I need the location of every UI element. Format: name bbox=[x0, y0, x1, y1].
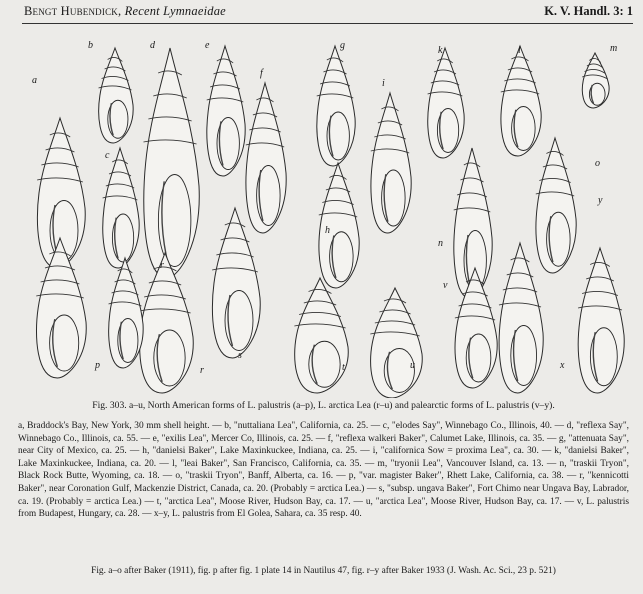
shell-figure-d bbox=[143, 40, 199, 278]
shell-figure-e bbox=[205, 40, 245, 176]
figure-letter-d: d bbox=[150, 40, 155, 51]
shell-outline bbox=[536, 138, 576, 273]
shell-outline bbox=[501, 46, 541, 156]
shell-outline bbox=[109, 258, 143, 368]
header-author: Bengt Hubendick, bbox=[24, 4, 122, 18]
figure-letter-y: y bbox=[598, 195, 603, 206]
shell-outline bbox=[207, 46, 245, 176]
shell-figure-k bbox=[428, 45, 465, 158]
header-rule bbox=[22, 23, 633, 24]
header-title: Recent Lymnaeidae bbox=[124, 4, 226, 18]
shell-figure-u bbox=[370, 288, 422, 398]
header-left bbox=[24, 4, 226, 19]
shell-outline bbox=[428, 48, 464, 158]
shell-figure-m bbox=[582, 43, 617, 108]
figure-letter-m: m bbox=[610, 43, 618, 54]
figure-letter-f: f bbox=[260, 68, 263, 79]
figure-letter-t: t bbox=[342, 362, 345, 373]
figure-letter-e: e bbox=[205, 40, 210, 51]
shell-figure-c bbox=[103, 148, 140, 268]
shell-outline bbox=[140, 253, 194, 393]
shell-figure-plate bbox=[20, 28, 630, 398]
shell-outline bbox=[144, 48, 199, 278]
shell-figure-g bbox=[317, 40, 355, 166]
shell-outline bbox=[371, 93, 411, 233]
shell-outline bbox=[578, 248, 624, 393]
header-journal: K. V. Handl. 3: 1 bbox=[544, 4, 633, 18]
shell-outline bbox=[582, 53, 609, 108]
shell-outline bbox=[99, 48, 133, 143]
figure-letter-s: s bbox=[238, 350, 242, 361]
shell-outline bbox=[246, 83, 286, 233]
figure-letter-i: i bbox=[382, 78, 385, 89]
figure-letter-v: v bbox=[443, 280, 448, 291]
figure-letter-a: a bbox=[32, 75, 37, 86]
figure-letter-g: g bbox=[340, 40, 345, 51]
figure-letter-h: h bbox=[325, 225, 330, 236]
shell-outline bbox=[36, 238, 86, 378]
shell-outline bbox=[317, 46, 355, 166]
shell-outline bbox=[295, 278, 349, 393]
figure-letter-n: n bbox=[438, 238, 443, 249]
figure-letter-x: x bbox=[560, 360, 565, 371]
figure-letter-o: o bbox=[595, 158, 600, 169]
figure-letter-r: r bbox=[200, 365, 204, 376]
shell-outline bbox=[212, 208, 260, 358]
shell-outline bbox=[371, 288, 423, 398]
shell-figure-a bbox=[32, 75, 85, 268]
shell-figure-v bbox=[443, 268, 497, 388]
shell-figure-y bbox=[578, 195, 624, 393]
figure-caption: Fig. 303. a–u, North American forms of L. palustris (a–p), L. arctica Lea (r–u) and palearctic forms of L. palustris (v–y). bbox=[92, 400, 555, 411]
figure-credit: Fig. a–o after Baker (1911), fig. p after fig. 1 plate 14 in Nautilus 47, fig. r–y after Baker 1933 (J. Wash. Ac. Sci., 23 p. 521) bbox=[91, 566, 556, 576]
shell-figure-o bbox=[536, 138, 600, 273]
running-header bbox=[24, 4, 633, 22]
shell-figure-n bbox=[438, 148, 492, 298]
figure-letter-r: r bbox=[160, 260, 164, 271]
figure-letter-k: k bbox=[438, 45, 443, 56]
figure-letter-b: b bbox=[88, 40, 93, 51]
shell-figure-f bbox=[246, 68, 286, 233]
shell-outline bbox=[103, 148, 139, 268]
figure-letter-l: l bbox=[518, 45, 521, 56]
figure-letter-p: p bbox=[95, 360, 100, 371]
shell-figure-l bbox=[501, 45, 541, 156]
shell-outline bbox=[499, 243, 543, 393]
shell-figure-h bbox=[319, 163, 359, 288]
figure-description bbox=[18, 420, 629, 521]
figure-letter-u: u bbox=[410, 360, 415, 371]
shell-figure-s bbox=[212, 208, 260, 361]
shell-figure-i bbox=[371, 78, 411, 233]
shell-figure-b bbox=[88, 40, 133, 143]
shell-figure-r bbox=[139, 253, 204, 393]
figure-letter-c: c bbox=[105, 150, 110, 161]
description-text: a, Braddock's Bay, New York, 30 mm shell height. — b, "nuttaliana Lea", California, ca. 25. — c, "elodes Say", Winnebago Co., Illinois, 40. — d, "reflexa Say", Winnebago Co., Illinois, ca. 55. — e, "exilis Lea", Mercer Co, Illinois, ca. 25. — f, "reflexa walkeri Baker", Calumet Lake, Illinois, ca. 35. — g, "attenuata Say", near City of Mexico, ca. 25. — h, "danielsi Baker", Lake Maxinkuckee, Indiana, ca. 25. — i, "californica Sow = proxima Lea", ca. 30. — k, "danielsi Baker", Lake Maxinkuckee, Indiana, ca. 20. — l, "leai Baker", San Francisco, California, ca. 35. — m, "tryonii Lea", Vancouver Island, ca. 13. — n, "traskii Tryon", Black Rock Butte, Wyoming, ca. 18. — o, "traskii Tryon", Banff, Alberta, ca. 16. — p, "var. magister Baker", Rhett Lake, California, ca. 38. — r, "kennicotti Baker", near Coronation Gulf, Mackenzie District, Canada, ca. 20. (Probably = arctica Lea.) — s, "subsp. ungava Baker", Fort Chimo near Ungava Bay, Labrador, ca. 19. (Probably = arctica Lea.) — t, "arctica Lea", Moose River, Hudson Bay, ca. 17. — u, "arctica Lea", Moose River, Hudson Bay, ca. 17. — v, L. palustris from Budapest, Hungary, ca. 28. — x–y, L. palustris from El Golea, Sahara, ca. 35 resp. 40. bbox=[18, 421, 629, 520]
shell-figure-t bbox=[294, 278, 348, 393]
